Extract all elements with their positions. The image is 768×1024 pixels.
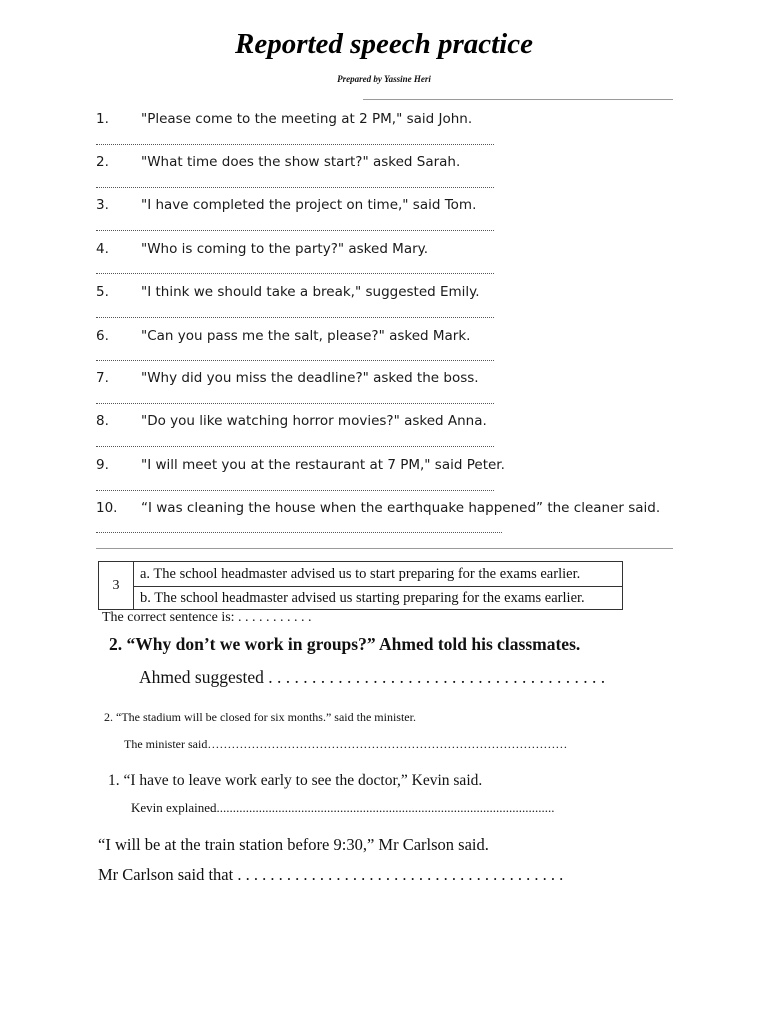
minister-question: 2. “The stadium will be closed for six months.” said the minister.	[104, 710, 416, 724]
answer-line[interactable]	[96, 403, 494, 404]
question-number: 9.	[96, 457, 109, 473]
question-item	[0, 196, 768, 214]
question-number: 10.	[96, 500, 118, 516]
question-number: 7.	[96, 370, 109, 386]
answer-prompt[interactable]: The correct sentence is: . . . . . . . . . . .	[102, 610, 312, 625]
question-number: 5.	[96, 284, 109, 300]
question-item	[0, 283, 768, 301]
question-text: "Do you like watching horror movies?" asked Anna.	[141, 413, 487, 429]
multiple-choice-box	[98, 561, 623, 610]
answer-line[interactable]	[96, 187, 494, 188]
author-credit: Prepared by Yassine Heri	[337, 74, 431, 84]
section-divider	[96, 548, 673, 549]
question-item	[0, 369, 768, 387]
question-text: "I think we should take a break," suggested Emily.	[141, 284, 480, 300]
answer-line[interactable]	[96, 144, 494, 145]
answer-line[interactable]	[96, 273, 494, 274]
question-number: 6.	[96, 328, 109, 344]
top-divider	[363, 99, 673, 100]
question-item	[0, 412, 768, 430]
question-text: "Who is coming to the party?" asked Mary.	[141, 241, 429, 257]
question-text: "Please come to the meeting at 2 PM," said John.	[141, 111, 473, 127]
question-text: "What time does the show start?" asked Sarah.	[141, 154, 461, 170]
question-number: 2.	[96, 154, 109, 170]
ahmed-question: 2. “Why don’t we work in groups?” Ahmed told his classmates.	[109, 634, 581, 654]
ahmed-answer-line[interactable]: Ahmed suggested . . . . . . . . . . . . . . . . . . . . . . . . . . . . . . . . . . . . . . .	[139, 667, 606, 687]
carlson-answer-line[interactable]: Mr Carlson said that . . . . . . . . . . . . . . . . . . . . . . . . . . . . . . . . . . . . . . . .	[98, 865, 564, 884]
question-item	[0, 499, 768, 517]
option-b[interactable]: b. The school headmaster advised us starting preparing for the exams earlier.	[140, 590, 585, 606]
item-number: 3	[99, 562, 134, 609]
question-text: "I have completed the project on time," said Tom.	[141, 197, 477, 213]
question-number: 4.	[96, 241, 109, 257]
question-item	[0, 456, 768, 474]
question-item	[0, 110, 768, 128]
kevin-answer-line[interactable]: Kevin explained........................................................................................................	[131, 800, 555, 815]
answer-line[interactable]	[96, 532, 502, 533]
question-text: "Can you pass me the salt, please?" asked Mark.	[141, 328, 471, 344]
question-item	[0, 240, 768, 258]
answer-line[interactable]	[96, 230, 494, 231]
question-number: 1.	[96, 111, 109, 127]
answer-line[interactable]	[96, 317, 494, 318]
page-title: Reported speech practice	[235, 28, 533, 60]
question-text: "Why did you miss the deadline?" asked the boss.	[141, 370, 479, 386]
kevin-question: 1. “I have to leave work early to see the doctor,” Kevin said.	[108, 772, 483, 789]
question-number: 3.	[96, 197, 109, 213]
answer-line[interactable]	[96, 446, 494, 447]
answer-line[interactable]	[96, 490, 494, 491]
question-item	[0, 327, 768, 345]
question-item	[0, 153, 768, 171]
option-a[interactable]: a. The school headmaster advised us to start preparing for the exams earlier.	[140, 566, 581, 582]
carlson-question: “I will be at the train station before 9:30,” Mr Carlson said.	[98, 835, 489, 854]
answer-line[interactable]	[96, 360, 494, 361]
question-text: “I was cleaning the house when the earthquake happened” the cleaner said.	[141, 500, 661, 516]
question-text: "I will meet you at the restaurant at 7 PM," said Peter.	[141, 457, 505, 473]
minister-answer-line[interactable]: The minister said………………………………………………………………………………	[124, 737, 568, 751]
question-number: 8.	[96, 413, 109, 429]
